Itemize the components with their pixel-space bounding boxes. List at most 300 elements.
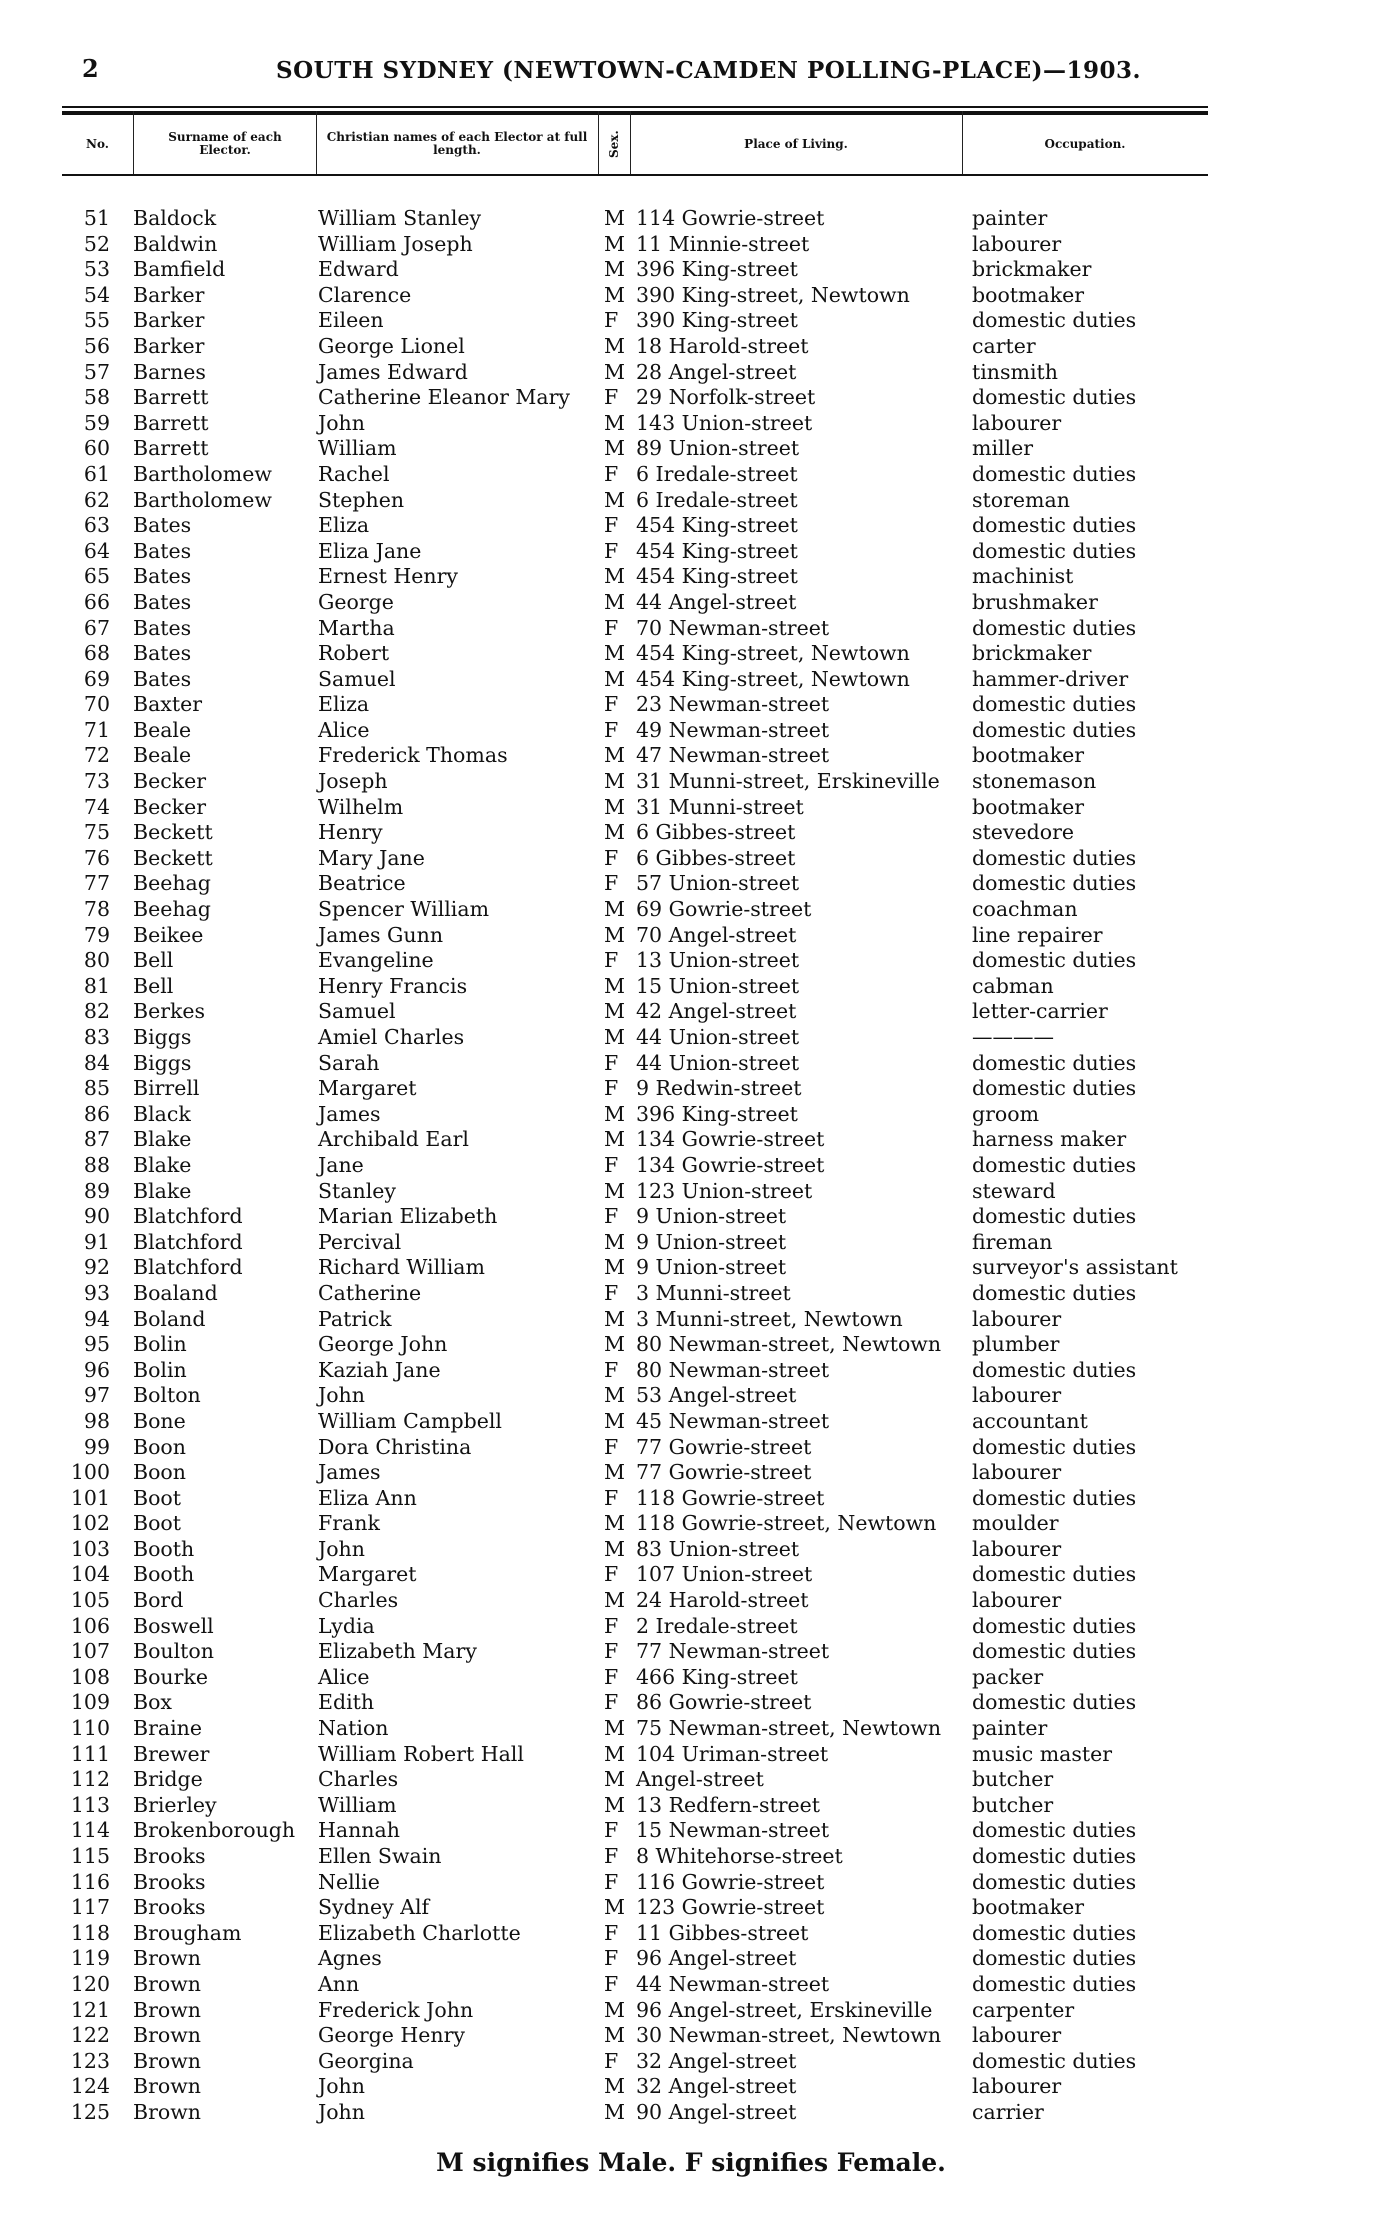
page-number: 2 <box>82 54 99 83</box>
elector-christian-names: Edward <box>318 257 399 282</box>
elector-sex: M <box>604 257 625 282</box>
elector-sex: M <box>604 641 625 666</box>
elector-christian-names: James Gunn <box>318 922 444 947</box>
elector-place-of-living: 143 Union-street <box>636 410 813 435</box>
table-row <box>0 1102 1382 1128</box>
elector-sex: M <box>604 1025 625 1049</box>
elector-number: 100 <box>70 1460 110 1485</box>
elector-occupation: domestic duties <box>972 513 1137 538</box>
elector-number: 68 <box>83 641 110 666</box>
electoral-roll-table <box>0 206 1382 2126</box>
elector-occupation: domestic duties <box>972 1434 1137 1459</box>
elector-sex: M <box>604 1895 625 1920</box>
elector-place-of-living: 49 Newman-street <box>636 717 830 742</box>
elector-number: 104 <box>70 1562 110 1587</box>
elector-surname: Boland <box>133 1306 206 1331</box>
table-row <box>0 1486 1382 1512</box>
elector-christian-names: William Campbell <box>318 1408 502 1433</box>
table-row <box>0 1127 1382 1153</box>
elector-number: 73 <box>83 769 110 794</box>
elector-christian-names: George John <box>318 1332 448 1357</box>
elector-occupation: music master <box>972 1741 1113 1766</box>
elector-christian-names: Dora Christina <box>318 1434 472 1459</box>
elector-christian-names: John <box>318 2099 365 2124</box>
elector-place-of-living: 31 Munni-street, Erskineville <box>636 769 940 794</box>
elector-occupation: surveyor's assistant <box>972 1255 1178 1280</box>
elector-place-of-living: 2 Iredale-street <box>636 1613 798 1638</box>
elector-number: 117 <box>70 1895 110 1920</box>
elector-surname: Brown <box>133 2023 201 2048</box>
elector-place-of-living: 32 Angel-street <box>636 2048 797 2073</box>
table-row <box>0 1639 1382 1665</box>
elector-place-of-living: 77 Newman-street <box>636 1639 830 1664</box>
elector-surname: Baldwin <box>133 231 218 256</box>
elector-surname: Barnes <box>133 359 206 384</box>
elector-christian-names: Rachel <box>318 461 390 486</box>
elector-place-of-living: 77 Gowrie-street <box>636 1460 812 1485</box>
elector-surname: Becker <box>133 769 207 794</box>
elector-christian-names: George Henry <box>318 2023 466 2048</box>
header-surname: Surname of each Elector. <box>168 130 282 157</box>
table-row <box>0 1665 1382 1691</box>
elector-number: 120 <box>70 1971 110 1996</box>
elector-occupation: brickmaker <box>972 641 1092 666</box>
elector-place-of-living: 454 King-street <box>636 564 798 589</box>
elector-surname: Brown <box>133 2074 201 2099</box>
elector-place-of-living: 44 Union-street <box>636 1025 800 1049</box>
table-row <box>0 1562 1382 1588</box>
elector-place-of-living: 9 Redwin-street <box>636 1076 802 1101</box>
elector-christian-names: Eliza Jane <box>318 538 422 563</box>
elector-sex: M <box>604 820 625 845</box>
elector-christian-names: Catherine Eleanor Mary <box>318 385 571 410</box>
elector-surname: Beckett <box>133 845 213 870</box>
elector-sex: M <box>604 2074 625 2099</box>
table-row <box>0 1025 1382 1051</box>
elector-sex: M <box>604 666 625 691</box>
elector-surname: Bord <box>133 1588 184 1613</box>
table-row <box>0 897 1382 923</box>
elector-sex: F <box>604 1050 619 1075</box>
elector-number: 69 <box>83 666 110 691</box>
elector-number: 121 <box>70 1997 110 2022</box>
elector-christian-names: Samuel <box>318 999 396 1024</box>
elector-place-of-living: 30 Newman-street, Newtown <box>636 2023 942 2048</box>
elector-sex: M <box>604 922 625 947</box>
elector-sex: F <box>604 1639 619 1664</box>
elector-sex: F <box>604 1076 619 1101</box>
elector-occupation: labourer <box>972 1588 1062 1613</box>
elector-sex: M <box>604 999 625 1024</box>
elector-number: 97 <box>83 1383 110 1408</box>
elector-christian-names: Joseph <box>318 769 388 794</box>
table-row <box>0 513 1382 539</box>
elector-surname: Bates <box>133 641 192 666</box>
elector-number: 102 <box>70 1511 110 1536</box>
elector-number: 92 <box>83 1255 110 1280</box>
elector-occupation: domestic duties <box>972 1869 1137 1894</box>
elector-occupation: fireman <box>972 1229 1053 1254</box>
elector-place-of-living: 57 Union-street <box>636 871 800 896</box>
elector-christian-names: Elizabeth Charlotte <box>318 1920 521 1945</box>
elector-christian-names: William Joseph <box>318 231 473 256</box>
elector-place-of-living: 77 Gowrie-street <box>636 1434 812 1459</box>
elector-surname: Bourke <box>133 1664 208 1689</box>
elector-christian-names: John <box>318 1536 365 1561</box>
elector-occupation: domestic duties <box>972 1818 1137 1843</box>
elector-number: 125 <box>70 2099 110 2124</box>
elector-number: 54 <box>83 282 110 307</box>
table-row <box>0 795 1382 821</box>
header-rule-bottom <box>62 174 1208 176</box>
elector-christian-names: Marian Elizabeth <box>318 1204 498 1229</box>
elector-christian-names: James <box>318 1460 381 1485</box>
elector-occupation: domestic duties <box>972 948 1137 973</box>
elector-surname: Bone <box>133 1408 186 1433</box>
column-divider <box>316 111 317 174</box>
elector-place-of-living: 466 King-street <box>636 1664 798 1689</box>
elector-number: 107 <box>70 1639 110 1664</box>
elector-place-of-living: 114 Gowrie-street <box>636 206 825 230</box>
table-row <box>0 2023 1382 2049</box>
elector-surname: Blatchford <box>133 1204 243 1229</box>
table-row <box>0 743 1382 769</box>
elector-sex: F <box>604 2048 619 2073</box>
elector-place-of-living: 15 Union-street <box>636 973 800 998</box>
elector-christian-names: Margaret <box>318 1562 417 1587</box>
elector-sex: F <box>604 1434 619 1459</box>
elector-place-of-living: 9 Union-street <box>636 1255 787 1280</box>
table-row <box>0 462 1382 488</box>
table-row <box>0 2100 1382 2126</box>
elector-surname: Blake <box>133 1178 192 1203</box>
elector-surname: Brooks <box>133 1869 206 1894</box>
elector-occupation: domestic duties <box>972 461 1137 486</box>
elector-occupation: ———— <box>972 1025 1054 1049</box>
elector-number: 101 <box>70 1485 110 1510</box>
elector-place-of-living: 454 King-street <box>636 538 798 563</box>
table-row <box>0 1230 1382 1256</box>
elector-occupation: labourer <box>972 2074 1062 2099</box>
elector-number: 62 <box>83 487 110 512</box>
elector-place-of-living: 123 Union-street <box>636 1178 813 1203</box>
elector-sex: M <box>604 2099 625 2124</box>
elector-occupation: groom <box>972 1101 1040 1126</box>
elector-sex: F <box>604 538 619 563</box>
elector-number: 122 <box>70 2023 110 2048</box>
elector-occupation: bootmaker <box>972 743 1085 768</box>
elector-christian-names: William Stanley <box>318 206 482 230</box>
elector-place-of-living: 70 Angel-street <box>636 922 797 947</box>
elector-place-of-living: 69 Gowrie-street <box>636 897 812 922</box>
elector-christian-names: Catherine <box>318 1280 422 1305</box>
elector-occupation: butcher <box>972 1792 1054 1817</box>
elector-occupation: labourer <box>972 2023 1062 2048</box>
table-row <box>0 411 1382 437</box>
elector-christian-names: Alice <box>318 717 370 742</box>
elector-surname: Brown <box>133 1946 201 1971</box>
elector-surname: Beikee <box>133 922 204 947</box>
elector-place-of-living: 9 Union-street <box>636 1204 787 1229</box>
elector-sex: M <box>604 1741 625 1766</box>
elector-sex: M <box>604 1588 625 1613</box>
elector-occupation: miller <box>972 436 1034 461</box>
table-row <box>0 846 1382 872</box>
elector-number: 93 <box>83 1280 110 1305</box>
elector-occupation: labourer <box>972 1460 1062 1485</box>
elector-place-of-living: 3 Munni-street <box>636 1280 791 1305</box>
header-sex: Sex. <box>607 130 621 158</box>
elector-place-of-living: 80 Newman-street <box>636 1357 830 1382</box>
elector-place-of-living: 454 King-street, Newtown <box>636 666 910 691</box>
elector-number: 95 <box>83 1332 110 1357</box>
elector-surname: Bolin <box>133 1357 187 1382</box>
elector-christian-names: Frederick Thomas <box>318 743 508 768</box>
header-place-of-living: Place of Living. <box>744 136 848 151</box>
elector-sex: M <box>604 231 625 256</box>
elector-number: 111 <box>70 1741 110 1766</box>
elector-number: 103 <box>70 1536 110 1561</box>
elector-number: 88 <box>83 1152 110 1177</box>
elector-occupation: bootmaker <box>972 1895 1085 1920</box>
elector-sex: M <box>604 743 625 768</box>
elector-sex: M <box>604 973 625 998</box>
table-row <box>0 1051 1382 1077</box>
elector-number: 99 <box>83 1434 110 1459</box>
elector-surname: Bates <box>133 666 192 691</box>
elector-surname: Biggs <box>133 1025 192 1049</box>
elector-number: 108 <box>70 1664 110 1689</box>
elector-number: 64 <box>83 538 110 563</box>
elector-christian-names: Amiel Charles <box>318 1025 465 1049</box>
elector-christian-names: John <box>318 410 365 435</box>
elector-occupation: painter <box>972 1716 1048 1741</box>
elector-sex: M <box>604 897 625 922</box>
elector-number: 109 <box>70 1690 110 1715</box>
elector-place-of-living: 13 Union-street <box>636 948 800 973</box>
table-row <box>0 1614 1382 1640</box>
elector-christian-names: Sydney Alf <box>318 1895 430 1920</box>
elector-sex: M <box>604 1536 625 1561</box>
elector-christian-names: Richard William <box>318 1255 485 1280</box>
elector-surname: Barker <box>133 333 205 358</box>
elector-occupation: domestic duties <box>972 845 1137 870</box>
elector-sex: F <box>604 1204 619 1229</box>
elector-place-of-living: 44 Angel-street <box>636 589 797 614</box>
elector-place-of-living: 11 Gibbes-street <box>636 1920 809 1945</box>
table-row <box>0 948 1382 974</box>
elector-number: 81 <box>83 973 110 998</box>
elector-occupation: brickmaker <box>972 257 1092 282</box>
elector-occupation: moulder <box>972 1511 1059 1536</box>
elector-place-of-living: 75 Newman-street, Newtown <box>636 1716 942 1741</box>
elector-number: 53 <box>83 257 110 282</box>
elector-occupation: domestic duties <box>972 717 1137 742</box>
elector-christian-names: Alice <box>318 1664 370 1689</box>
table-row <box>0 667 1382 693</box>
elector-surname: Bartholomew <box>133 461 272 486</box>
table-row <box>0 2074 1382 2100</box>
elector-surname: Beale <box>133 743 192 768</box>
elector-surname: Boon <box>133 1460 186 1485</box>
elector-surname: Baldock <box>133 206 217 230</box>
elector-occupation: labourer <box>972 231 1062 256</box>
elector-place-of-living: 454 King-street, Newtown <box>636 641 910 666</box>
elector-place-of-living: Angel-street <box>636 1767 764 1792</box>
elector-occupation: domestic duties <box>972 385 1137 410</box>
elector-sex: F <box>604 1818 619 1843</box>
elector-sex: M <box>604 1408 625 1433</box>
elector-number: 85 <box>83 1076 110 1101</box>
elector-place-of-living: 134 Gowrie-street <box>636 1152 825 1177</box>
elector-number: 87 <box>83 1127 110 1152</box>
elector-sex: M <box>604 436 625 461</box>
elector-place-of-living: 3 Munni-street, Newtown <box>636 1306 903 1331</box>
elector-surname: Berkes <box>133 999 206 1024</box>
elector-surname: Brierley <box>133 1792 217 1817</box>
elector-surname: Brown <box>133 2048 201 2073</box>
elector-occupation: domestic duties <box>972 1639 1137 1664</box>
elector-occupation: domestic duties <box>972 538 1137 563</box>
elector-occupation: accountant <box>972 1408 1088 1433</box>
elector-sex: F <box>604 615 619 640</box>
table-row <box>0 1767 1382 1793</box>
elector-christian-names: Frederick John <box>318 1997 474 2022</box>
elector-number: 114 <box>70 1818 110 1843</box>
elector-surname: Brewer <box>133 1741 210 1766</box>
header-occupation: Occupation. <box>1044 136 1126 151</box>
elector-surname: Brown <box>133 1997 201 2022</box>
table-row <box>0 820 1382 846</box>
elector-place-of-living: 45 Newman-street <box>636 1408 830 1433</box>
elector-occupation: domestic duties <box>972 871 1137 896</box>
elector-surname: Brown <box>133 1971 201 1996</box>
elector-number: 59 <box>83 410 110 435</box>
table-row <box>0 257 1382 283</box>
elector-surname: Brougham <box>133 1920 242 1945</box>
elector-christian-names: Nellie <box>318 1869 380 1894</box>
elector-occupation: domestic duties <box>972 1485 1137 1510</box>
elector-sex: M <box>604 1997 625 2022</box>
elector-christian-names: Nation <box>318 1716 389 1741</box>
elector-place-of-living: 390 King-street <box>636 308 798 333</box>
elector-sex: F <box>604 461 619 486</box>
elector-christian-names: Clarence <box>318 282 412 307</box>
elector-christian-names: Georgina <box>318 2048 414 2073</box>
elector-place-of-living: 80 Newman-street, Newtown <box>636 1332 942 1357</box>
elector-occupation: domestic duties <box>972 1920 1137 1945</box>
elector-christian-names: Wilhelm <box>318 794 404 819</box>
elector-occupation: plumber <box>972 1332 1060 1357</box>
elector-number: 119 <box>70 1946 110 1971</box>
elector-place-of-living: 44 Newman-street <box>636 1971 830 1996</box>
elector-christian-names: George Lionel <box>318 333 465 358</box>
elector-christian-names: Spencer William <box>318 897 490 922</box>
elector-christian-names: Edith <box>318 1690 375 1715</box>
elector-surname: Bates <box>133 564 192 589</box>
elector-christian-names: William <box>318 436 397 461</box>
table-row <box>0 232 1382 258</box>
table-row <box>0 1255 1382 1281</box>
elector-sex: M <box>604 1306 625 1331</box>
elector-place-of-living: 96 Angel-street <box>636 1946 797 1971</box>
table-row <box>0 1358 1382 1384</box>
elector-christian-names: Elizabeth Mary <box>318 1639 477 1664</box>
elector-surname: Barrett <box>133 385 209 410</box>
table-row <box>0 1383 1382 1409</box>
elector-christian-names: Evangeline <box>318 948 434 973</box>
elector-number: 55 <box>83 308 110 333</box>
elector-surname: Braine <box>133 1716 202 1741</box>
elector-number: 80 <box>83 948 110 973</box>
table-row <box>0 999 1382 1025</box>
elector-christian-names: Eliza <box>318 692 370 717</box>
elector-surname: Barker <box>133 308 205 333</box>
elector-number: 75 <box>83 820 110 845</box>
table-row <box>0 2049 1382 2075</box>
table-row <box>0 539 1382 565</box>
elector-occupation: bootmaker <box>972 282 1085 307</box>
table-row <box>0 1972 1382 1998</box>
elector-place-of-living: 31 Munni-street <box>636 794 804 819</box>
elector-sex: F <box>604 1971 619 1996</box>
elector-surname: Bolin <box>133 1332 187 1357</box>
elector-christian-names: William Robert Hall <box>318 1741 524 1766</box>
elector-number: 79 <box>83 922 110 947</box>
elector-christian-names: Eliza <box>318 513 370 538</box>
elector-christian-names: Stanley <box>318 1178 396 1203</box>
table-row <box>0 206 1382 232</box>
table-row <box>0 308 1382 334</box>
elector-christian-names: Archibald Earl <box>318 1127 469 1152</box>
elector-surname: Baxter <box>133 692 203 717</box>
elector-place-of-living: 13 Redfern-street <box>636 1792 820 1817</box>
elector-christian-names: John <box>318 2074 365 2099</box>
elector-christian-names: Sarah <box>318 1050 380 1075</box>
elector-occupation: domestic duties <box>972 1690 1137 1715</box>
elector-occupation: labourer <box>972 1306 1062 1331</box>
elector-sex: F <box>604 1152 619 1177</box>
elector-surname: Bates <box>133 538 192 563</box>
elector-number: 82 <box>83 999 110 1024</box>
elector-number: 67 <box>83 615 110 640</box>
elector-sex: F <box>604 513 619 538</box>
elector-place-of-living: 24 Harold-street <box>636 1588 809 1613</box>
elector-occupation: painter <box>972 206 1048 230</box>
elector-place-of-living: 86 Gowrie-street <box>636 1690 812 1715</box>
elector-occupation: domestic duties <box>972 1280 1137 1305</box>
elector-christian-names: Lydia <box>318 1613 375 1638</box>
elector-occupation: letter-carrier <box>972 999 1108 1024</box>
elector-sex: F <box>604 1280 619 1305</box>
elector-surname: Beehag <box>133 897 211 922</box>
elector-number: 83 <box>83 1025 110 1049</box>
elector-surname: Barker <box>133 282 205 307</box>
table-row <box>0 436 1382 462</box>
table-row <box>0 1870 1382 1896</box>
table-row <box>0 1511 1382 1537</box>
elector-occupation: carrier <box>972 2099 1044 2124</box>
header-rule-top <box>62 106 1208 108</box>
elector-surname: Barrett <box>133 410 209 435</box>
elector-number: 56 <box>83 333 110 358</box>
elector-surname: Beehag <box>133 871 211 896</box>
elector-occupation: domestic duties <box>972 1562 1137 1587</box>
elector-surname: Bolton <box>133 1383 201 1408</box>
table-row <box>0 923 1382 949</box>
table-row <box>0 1460 1382 1486</box>
elector-christian-names: Frank <box>318 1511 380 1536</box>
